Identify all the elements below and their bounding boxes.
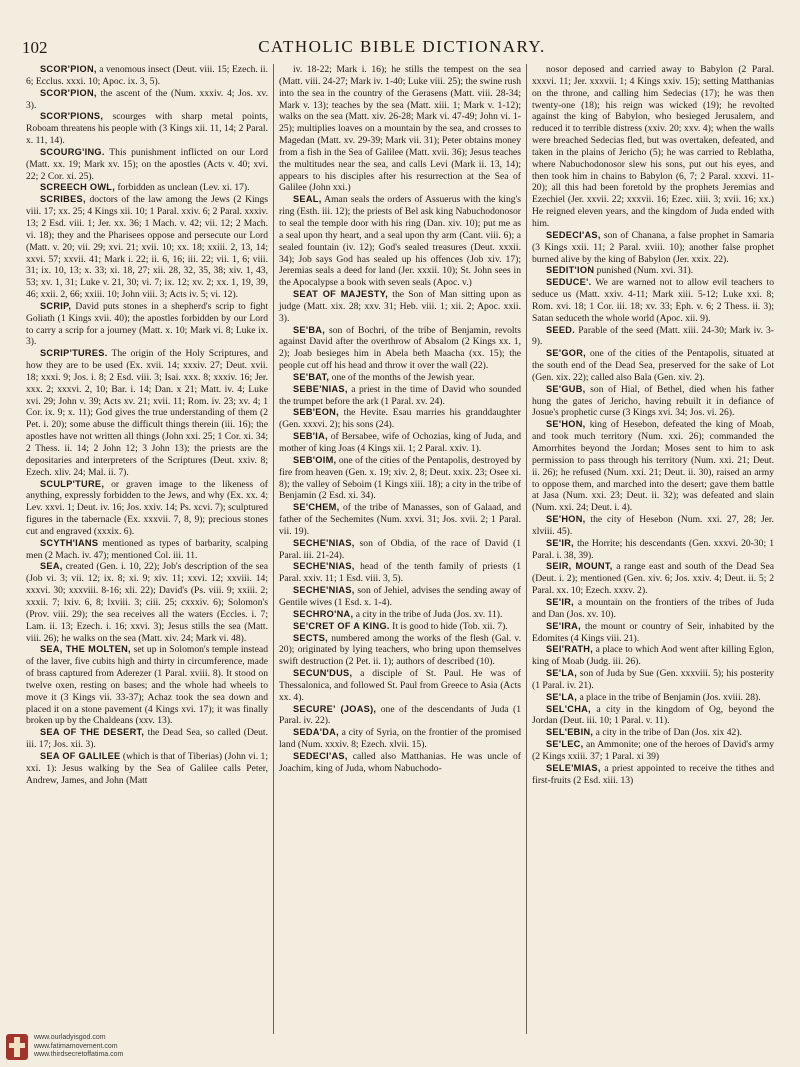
dictionary-entry [279, 609, 521, 621]
column-1 [22, 64, 272, 1034]
dictionary-entry [532, 384, 774, 420]
entry-text: a range east and south of the Dead Sea (Deut. i. 2); mentioned (Gen. xiv. 6; Jos. xxiv. 4; Deut. ii. 5; 2 Paral. xx. 10; Ezech. xxxv. 2). [532, 561, 774, 597]
dictionary-entry [532, 265, 774, 277]
dictionary-entry [26, 194, 268, 301]
dictionary-entry [26, 479, 268, 538]
entry-headword: SE'LA, [546, 668, 578, 679]
entry-headword: SEA, [40, 561, 63, 572]
entry-headword: SEB'EON, [293, 407, 339, 418]
entry-headword: SE'LA, [546, 691, 578, 702]
dictionary-entry [532, 277, 774, 324]
entry-headword: SEDECI'AS, [546, 229, 601, 240]
entry-headword: SCYTH'IANS [40, 537, 99, 548]
entry-headword: SECHRO'NA, [293, 608, 354, 619]
dictionary-entry [279, 289, 521, 325]
entry-text: (which is that of Tiberias) (John vi. 1; xxi. 1): Jesus walking by the Sea of Galilee calls Peter, Andrew, James, and John (Matt [26, 750, 268, 786]
dictionary-entry [279, 727, 521, 751]
dictionary-entry [26, 561, 268, 644]
entry-headword: SEAT OF MAJESTY, [293, 289, 389, 300]
entry-text: iv. 18-22; Mark i. 16); he stills the tempest on the sea (Matt. viii. 24-27; Mark iv. 1-40; Luke viii. 25); the swine rush into the sea in the country of the Gerasens (Matt. viii. 28-34; Mark v. 13); teaches by the sea (Matt. xiii. 1; Mark v. 1-12); walks on the sea (Matt. xiv. 26-28; Mark vi. 47-49; John vi. 1-25); multiplies loaves on a mountain by the sea, and crosses to Magedan (Matt. xv. 29-39; Mark vii. 31); Peter obtains money from a fish in the Sea of Galilee (Matt. xvii. 36); Jesus teaches the multitudes near the sea, and calls Levi (Mark ii. 13, 14); appears to his disciples after his resurrection at the Sea of Galilee (John xxi.) [279, 64, 521, 194]
entry-text: son of Bochri, of the tribe of Benjamin, revolts against David after the overthrow of Absalom (2 Kings xx. 1, 2); Joab besieges him in Abela beth Maacha (xx. 15); the people cut off his head and throw it over the wall (22). [279, 324, 521, 372]
church-seal-icon [6, 1034, 28, 1060]
entry-text: David puts stones in a shepherd's scrip to fight Goliath (1 Kings xvii. 40); the apostles forbidden by our Lord to carry a scrip for a journey (Matt. x. 10; Mark vi. 8; Luke ix. 3). [26, 300, 268, 348]
column-3 [528, 64, 778, 1034]
entry-headword: SEDECI'AS, [293, 750, 348, 761]
entry-text: mentioned as types of barbarity, scalping men (2 Mach. iv. 47); mentioned Col. iii. 11. [26, 537, 268, 561]
entry-headword: SCRIBES, [40, 194, 86, 205]
entry-text: The origin of the Holy Scriptures, and how they are to be used (Ex. xvii. 14; xxxiv. 27; Deut. xvii. 18; xxxi. 9; Jos. i. 8; 2 Esd. viii. 3; Isai. xxx. 8; xxxiv. 16; Jer. xxx. 2; xxxvi. 2, 10; Bar. i. 14; Dan. x 21; Matt. iv. 4; Luke xvi. 29; John v. 39; Acts xv. 21; xvii. 11; Rom. iv. 23; xv. 4; 1 Cor. ix. 9; x. 11); God gives the true understanding of them (2 Pet. i. 20); some abuse the difficult things therein (iii. 16); the apostles have not written all things (John xxi. 25; 1 Cor. xi. 34; 2 Thess. ii. 14; 2 John 12; 3 John 13); the priests are the depositaries and interpreters of the Scriptures (Deut. xxiv. 8; Ezech. xliv. 24; Mal. ii. 7). [26, 348, 268, 478]
entry-headword: SEA OF THE DESERT, [40, 727, 145, 738]
entry-headword: SECHE'NIAS, [293, 585, 355, 596]
entry-text: a mountain on the frontiers of the tribes of Juda and Dan (Jos. xv. 10). [532, 596, 774, 620]
page-number: 102 [22, 38, 48, 57]
entry-text: a place to which Aod went after killing Eglon, king of Moab (Judg. iii. 26). [532, 644, 774, 668]
entry-text: the city of Hesebon (Num. xxi. 27, 28; Jer. xlviii. 45). [532, 514, 774, 537]
entry-text: It is good to hide (Tob. xii. 7). [389, 620, 508, 632]
entry-text: nosor deposed and carried away to Babylon (2 Paral. xxxvi. 11; Jer. xxxvii. 1; 4 Kings xxiv. 15); setting Matthanias on the throne, and calling him Sedecias (17); he was then twenty-one (18); his reign was wicked (19); he revolted against the king of Babylon, who besieged Jerusalem, and reduced it to terrible distress (xxiv. 20; xxv. 4); when the walls were breached Sedecias fled, but was overtaken, defeated, and taken in the plains of Jericho (5); he was carried to Reblatha, where Nabuchodonosor slew his sons, put out his eyes, and then took him in chains to Babylon (6, 7; 2 Paral. xxxvi. 11-20); all this had been foretold by the prophets Jeremias and Ezechiel (Jer. xxvii. 22; xxxvii. 16; Ezec. xiii. 3; xvii. 16; xx.) He reigned eleven years, and the kingdom of Juda ended with him. [532, 64, 774, 229]
entry-text: son of Chanana, a false prophet in Samaria (3 Kings xxii. 11; 2 Paral. xviii. 10); another false prophet burned alive by the king of Babylon (Jer. xxix. 22). [532, 229, 774, 265]
entry-text: a city in the tribe of Dan (Jos. xix 42). [593, 727, 742, 739]
entry-headword: SE'IR, [546, 596, 574, 607]
dictionary-entry [26, 182, 268, 194]
footer-url[interactable]: www.fatimamovement.com [34, 1042, 118, 1050]
entry-headword: SE'IR, [546, 537, 574, 548]
dictionary-entry [279, 585, 521, 609]
dictionary-entry [279, 633, 521, 669]
entry-headword: SEDA'DA, [293, 727, 339, 738]
footer-url[interactable]: www.thirdsecretoffatima.com [34, 1051, 124, 1058]
entry-headword: SEI'RATH, [546, 644, 594, 655]
dictionary-entry [26, 111, 268, 147]
running-title: CATHOLIC BIBLE DICTIONARY. [258, 37, 546, 56]
entry-text: one of the cities of the Pentapolis, destroyed by fire from heaven (Gen. x. 19; xiv. 2, 8; Deut. xxix. 23; Osee xi. 8); the valley of Seboim (1 Kings xiii. 18); a city in the tribe of Benjamin (2 Esd. xi. 34). [279, 454, 521, 502]
entry-text: or graven image to the likeness of anything, expressly forbidden to the Jews, and why (Ex. xx. 4; Lev. xxvi. 1; Deut. iv. 16; Jos. xxiv. 14; Ps. xcvi. 7); sculptured figures in the tabernacle (Ex. xxxvii. 7, 8, 9); precious stones cut and engraved (xxxix. 6). [26, 478, 268, 537]
dictionary-entry [532, 644, 774, 668]
entry-text: son of Obdia, of the race of David (1 Paral. iii. 21-24). [279, 537, 521, 561]
dictionary-entry [532, 727, 774, 739]
dictionary-entry [279, 502, 521, 538]
entry-headword: SE'HON, [546, 419, 586, 430]
entry-headword: SEB'IA, [293, 431, 328, 442]
entry-headword: SEB'OIM, [293, 454, 337, 465]
entry-headword: SECURE' (JOAS), [293, 703, 377, 714]
entry-text: Parable of the seed (Matt. xiii. 24-30; Mark iv. 3-9). [532, 324, 774, 348]
dictionary-entry [26, 644, 268, 727]
entry-text: This punishment inflicted on our Lord (Matt. xx. 19; Mark xv. 15); on the apostles (Acts v. 40; xvi. 22; 2 Cor. xi. 25). [26, 146, 268, 182]
dictionary-entry [279, 561, 521, 585]
entry-headword: SECTS, [293, 632, 328, 643]
entry-headword: SEED. [546, 324, 576, 335]
entry-headword: SEDUCE'. [546, 277, 592, 288]
dictionary-entry [279, 325, 521, 372]
dictionary-entry [532, 597, 774, 621]
entry-text: a venomous insect (Deut. viii. 15; Ezech. ii. 6; Ecclus. xxxi. 10; Apoc. ix. 3, 5). [26, 64, 268, 87]
entry-headword: SE'CRET OF A KING. [293, 620, 390, 631]
entry-headword: SCOR'PION, [40, 64, 97, 74]
footer [4, 1030, 364, 1062]
dictionary-entry [26, 538, 268, 562]
dictionary-entry [532, 325, 774, 349]
entry-headword: SEBE'NIAS, [293, 383, 348, 394]
entry-headword: SEAL, [293, 194, 322, 205]
dictionary-entry [26, 301, 268, 348]
dictionary-entry [279, 538, 521, 562]
dictionary-entry [279, 64, 521, 194]
dictionary-page [22, 36, 782, 1036]
dictionary-entry [279, 407, 521, 431]
entry-headword: SEA, THE MOLTEN, [40, 644, 131, 655]
entry-text: one of the descendants of Juda (1 Paral. iv. 22). [279, 703, 521, 727]
dictionary-entry [532, 348, 774, 384]
dictionary-entry [532, 419, 774, 514]
entry-text: the Horrite; his descendants (Gen. xxxvi. 20-30; 1 Paral. i. 38, 39). [532, 537, 774, 561]
dictionary-entry [279, 431, 521, 455]
entry-headword: SEA OF GALILEE [40, 750, 121, 761]
entry-text: a disciple of St. Paul. He was of Thessalonica, and followed St. Paul from Greece to Asia (Acts xx. 4). [279, 668, 521, 703]
entry-text: punished (Num. xvi. 31). [594, 265, 694, 277]
entry-text: the Dead Sea, so called (Deut. iii. 17; Jos. xii. 3). [26, 727, 268, 751]
footer-urls [34, 1034, 123, 1060]
dictionary-entry [26, 88, 268, 112]
dictionary-entry [279, 704, 521, 728]
entry-headword: SCRIP, [40, 300, 72, 311]
dictionary-entry [532, 538, 774, 562]
dictionary-entry [26, 348, 268, 478]
entry-text: doctors of the law among the Jews (2 Kings viii. 17; xx. 25; 4 Kings xii. 10; 1 Paral. xxiv. 6; 2 Paral. xxxiv. 13; 2 Esd. viii. 1; Jer. xx. 36; 1 Mach. v. 42; vii. 12; 2 Mach. vi. 18); they and the Pharisees oppose and persecute our Lord (Matt. v. 20; vii. 29; xvi. 21; xvii. 10; xx. 18; xxiii. 2, 13, 14; xxvi. 57; xxvii. 41; Mark i. 22; ii. 6, 16; iii. 22; vii. 1, 6; viii. 31; ix. 10, 13; x. 33; xi. 18, 27; xii. 28, 32, 35, 38; xiv. 1, 43, 53; xv. 1, 31; Luke v. 21, 30; vi. 7; ix. 12; xv. 2; xx. 1, 19, 39, 46; xxii. 2, 66; xxiii. 10; John viii. 3; Acts iv. 5; vi. 12). [26, 194, 268, 301]
entry-text: the Hevite. Esau marries his granddaughter (Gen. xxxvi. 2); his sons (24). [279, 407, 521, 431]
entry-text: one of the months of the Jewish year. [329, 371, 475, 383]
entry-headword: SELE'MIAS, [546, 762, 601, 773]
dictionary-entry [532, 64, 774, 230]
dictionary-entry [532, 230, 774, 266]
dictionary-entry [26, 727, 268, 751]
entry-text: of Bersabee, wife of Ochozias, king of Juda, and mother of king Joas (4 Kings xii. 1; 2 Paral. xxiv. 1). [279, 431, 521, 454]
entry-headword: SEDIT'ION [546, 265, 595, 276]
entry-text: the Son of Man sitting upon as judge (Matt. xix. 28; xxv. 31; Heb. viii. 1; xii. 2; Apoc. xxii. 3). [279, 289, 521, 324]
column-2 [275, 64, 525, 1034]
entry-text: a city in the kingdom of Og, beyond the Jordan (Deut. iii. 10; 1 Paral. v. 11). [532, 703, 774, 727]
dictionary-entry [279, 621, 521, 633]
entry-text: a city in the tribe of Juda (Jos. xv. 11). [353, 608, 503, 620]
entry-text: a city of Syria, on the frontier of the promised land (Num. xxxiv. 8; Ezech. xlvii. 15). [279, 727, 521, 751]
entry-headword: SECHE'NIAS, [293, 561, 355, 572]
entry-headword: SCOURG'ING. [40, 146, 105, 157]
entry-headword: SE'LEC, [546, 739, 584, 750]
dictionary-entry [279, 372, 521, 384]
dictionary-entry [532, 561, 774, 597]
entry-headword: SEIR, MOUNT, [546, 561, 613, 572]
page-header [22, 36, 782, 62]
entry-text: numbered among the works of the flesh (Gal. v. 20); originated by lying teachers, who bring upon themselves swift destruction (2 Pet. ii. 1); authors of described (10). [279, 632, 521, 668]
entry-text: the mount or country of Seir, inhabited by the Edomites (4 Kings viii. 21). [532, 620, 774, 644]
entry-text: a priest appointed to receive the tithes and first-fruits (2 Esd. xiii. 13) [532, 762, 774, 786]
entry-text: son of Jehiel, advises the sending away of Gentile wives (1 Esd. x. 1-4). [279, 585, 521, 608]
entry-text: created (Gen. i. 10, 22); Job's description of the sea (Job vi. 3; vii. 12; ix. 8; xi. 9; xiv. 11; xxvi. 12; xxviii. 14; xxxvi. 30; xxxviii. 8-16; xli. 22); David's (Ps. viii. 9; xxiii. 2; xxxii. 7; lxiv. 6, 8; lxviii. 3; ciii. 25; cxxxiv. 6); Solomon's (Prov. viii. 29); the sea receives all the waters (Eccles. i. 7; Lam. ii. 13; Ezech. i. 16; xxvi. 3); Jesus stills the sea (Matt. viii. 26); he walks on the sea (Matt. xiv. 24; Mark vi. 48). [26, 561, 268, 644]
entry-headword: SCULP'TURE, [40, 478, 105, 489]
entry-text: a place in the tribe of Benjamin (Jos. xviii. 28). [577, 691, 761, 703]
dictionary-entry [532, 514, 774, 538]
dictionary-entry [532, 704, 774, 728]
dictionary-entry [279, 668, 521, 704]
dictionary-entry [279, 751, 521, 775]
entry-text: son of Hial, of Bethel, died when his father hung the gates of Jericho, having rebuilt it in defiance of Josue's prophetic curse (3 Kings xvi. 34; Jos. vi. 26). [532, 383, 774, 419]
dictionary-entry [532, 668, 774, 692]
column-divider [273, 64, 274, 1034]
dictionary-entry [26, 64, 268, 88]
entry-headword: SE'BAT, [293, 371, 330, 382]
entry-headword: SCREECH OWL, [40, 182, 116, 193]
entry-text: Aman seals the orders of Assuerus with the king's ring (Esth. iii. 12); the priests of Bel ask king Nabuchodonosor to seal the temple door with his ring (Dan. xiv. 10); put me as a seal upon thy heart, and a seal upon thy arm (Cant. viii. 6); a sealed fountain (iv. 12); God's sealed treasures (Deut. xxxii. 34); Job says God has sealed up his offences (Job xiv. 17); Jeremias seals a deed for land (Jer. xxxii. 10); St. John sees in the Apocalypse a book with seven seals (Apoc. v.) [279, 194, 521, 289]
entry-headword: SE'CHEM, [293, 502, 340, 513]
entry-text: called also Matthanias. He was uncle of Joachim, king of Juda, whom Nabuchodo- [279, 750, 521, 774]
entry-headword: SCOR'PION, [40, 87, 97, 98]
entry-headword: SECHE'NIAS, [293, 537, 355, 548]
entry-text: scourges with sharp metal points, Roboam threatens his people with (3 Kings xii. 11, 14; 2 Paral. x. 11, 14). [26, 111, 268, 147]
dictionary-entry [532, 692, 774, 704]
entry-headword: SE'GUB, [546, 383, 586, 394]
entry-headword: SCRIP'TURES. [40, 348, 108, 359]
entry-text: son of Juda by Sue (Gen. xxxviii. 5); his posterity (1 Paral. iv. 21). [532, 668, 774, 691]
dictionary-entry [279, 194, 521, 289]
entry-text: of the tribe of Manasses, son of Galaad, and father of the Sechemites (Num. xxvi. 31; Jos. xvii. 2; 1 Paral. vii. 19). [279, 502, 521, 537]
dictionary-entry [532, 763, 774, 787]
entry-text: set up in Solomon's temple instead of the laver, five cubits high and thirty in circumference, made of brass captured from Aderezer (1 Paral. xviii. 8). It stood on twelve oxen, resting on bases; and the whole had wheels to move it (3 Kings vii. 33-37); Achaz took the sea down and placed it on a stone pavement (4 Kings xvi. 17); it was finally broken up by the Chaldeans (xxv. 13). [26, 644, 269, 727]
entry-text: forbidden as unclean (Lev. xi. 17). [115, 182, 250, 194]
entry-headword: SECUN'DUS, [293, 668, 353, 679]
entry-headword: SE'HON, [546, 514, 586, 525]
entry-text: one of the cities of the Pentapolis, situated at the south end of the Dead Sea, preserved for the sake of Lot (Gen. xix. 22); called also Bala (Gen. xiv. 2). [532, 348, 774, 383]
entry-headword: SCOR'PIONS, [40, 111, 104, 122]
entry-headword: SEL'EBIN, [546, 727, 594, 738]
dictionary-entry [26, 751, 268, 787]
entry-text: king of Hesebon, defeated the king of Moab, and took much territory (Num. xxi. 26); commanded the Amorrhites beyond the Jordan; Moses sent to him to ask permission to pass through his territory (Num. xxi. 21; Deut. ii. 26); he refused (Num. xxi. 21; Deut. ii. 30), raised an army to oppose them, and marched into the desert; gave them battle at Jasa (Num. xxi. 23; Deut. ii. 32); was defeated and slain (Num. xxi. 24; Deut. i. 4). [532, 419, 774, 514]
entry-headword: SE'GOR, [546, 348, 587, 359]
entry-headword: SE'BA, [293, 324, 326, 335]
footer-url[interactable]: www.ourladyisgod.com [34, 1034, 106, 1041]
text-columns [22, 64, 782, 1034]
entry-headword: SEL'CHA, [546, 703, 591, 714]
entry-text: an Ammonite; one of the heroes of David's army (2 Kings xxiii. 37; 1 Paral. xi 39) [532, 739, 774, 762]
column-divider [526, 64, 527, 1034]
dictionary-entry [532, 621, 774, 645]
dictionary-entry [279, 384, 521, 408]
entry-headword: SE'IRA, [546, 620, 581, 631]
dictionary-entry [279, 455, 521, 502]
dictionary-entry [532, 739, 774, 763]
entry-text: a priest in the time of David who sounded the trumpet before the ark (1 Paral. xv. 24). [279, 383, 521, 407]
entry-text: We are warned not to allow evil teachers to seduce us (Matt. xxiv. 4-11; Mark xiii. 5-12; Luke xxi. 8; Rom. xvi. 18; 1 Cor. iii. 18; xv. 33; Eph. v. 6; 2 Thess. ii. 3); Satan seduceth the whole world (Apoc. xii. 9). [532, 277, 774, 324]
entry-text: head of the tenth family of priests (1 Paral. xxiv. 11; 1 Esd. viii. 3, 5). [279, 561, 521, 585]
entry-text: the ascent of the (Num. xxxiv. 4; Jos. xv. 3). [26, 87, 268, 111]
dictionary-entry [26, 147, 268, 183]
